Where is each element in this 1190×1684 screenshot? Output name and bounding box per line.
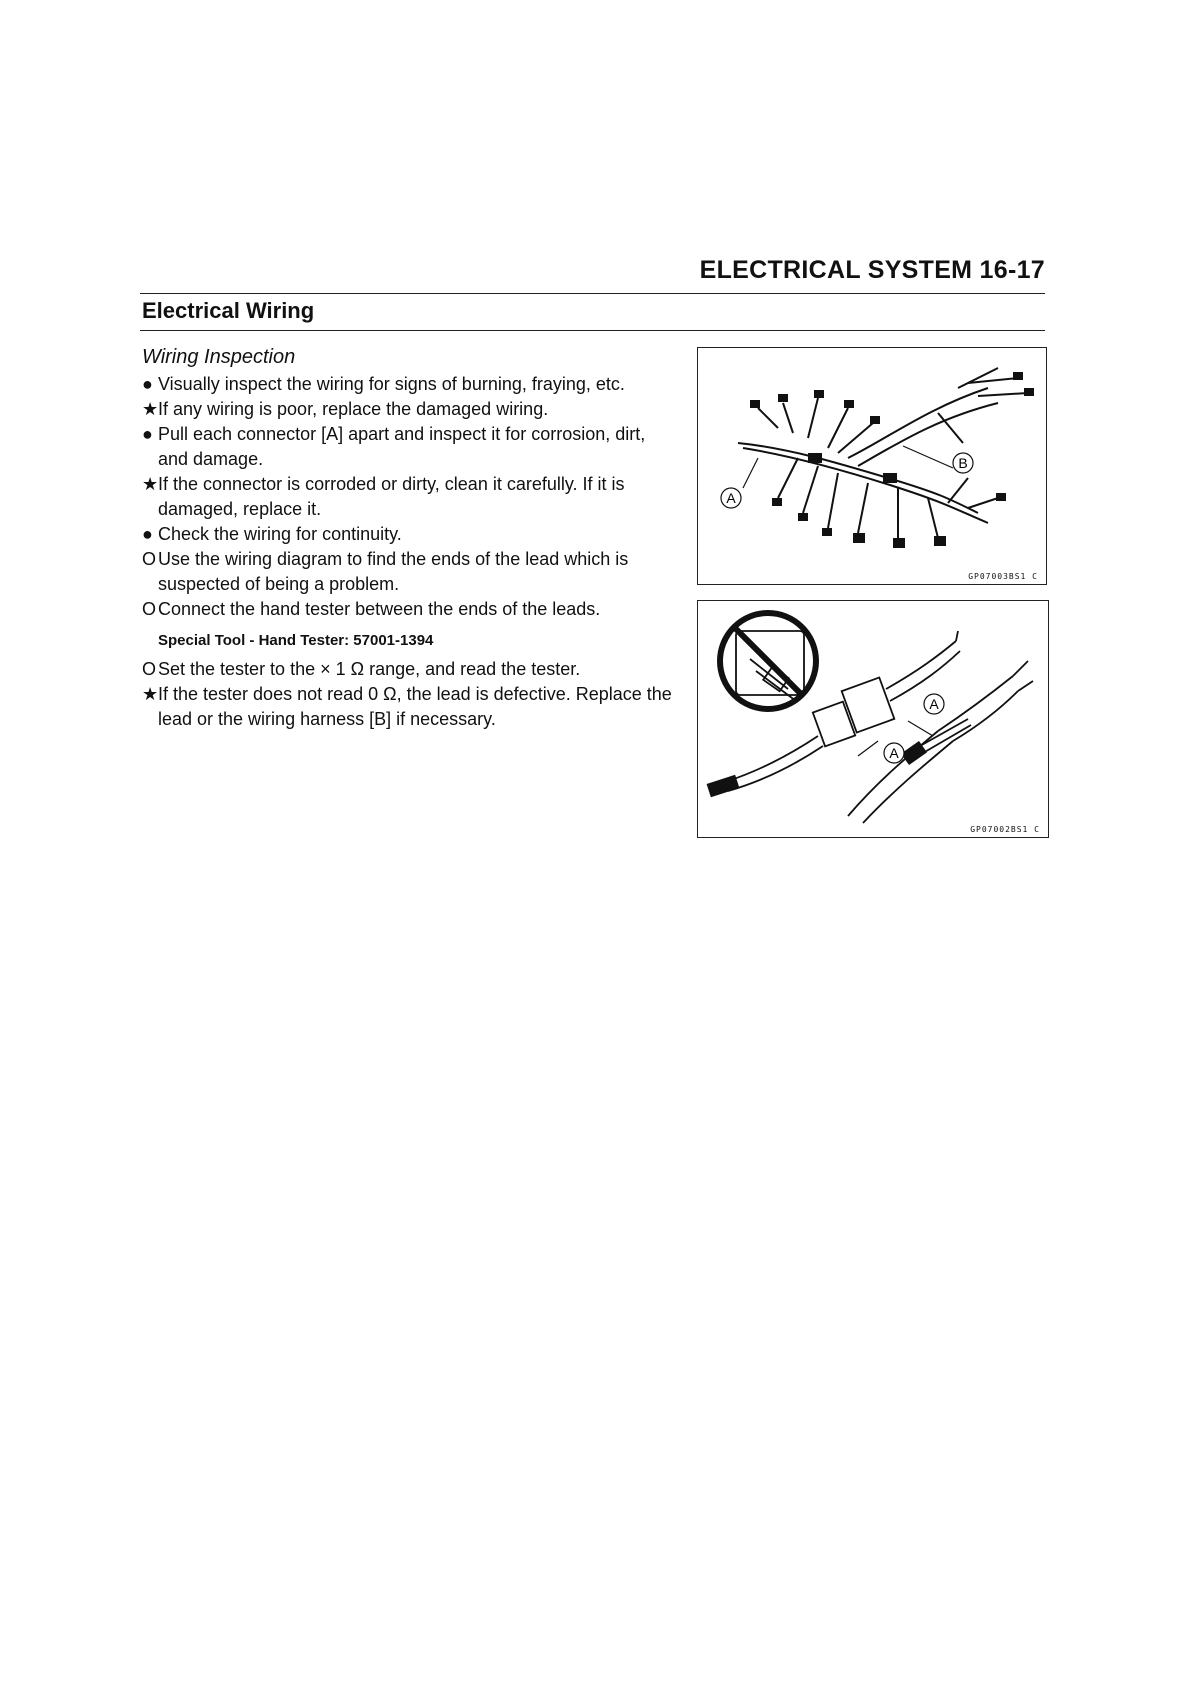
star-mark: ★ [142, 474, 159, 494]
circle-mark: O [142, 549, 157, 569]
callout-a: A [726, 490, 736, 506]
star-mark: ★ [142, 399, 159, 419]
connector-figure [697, 600, 1049, 838]
circle-mark: O [142, 659, 157, 679]
connector-illustration [698, 601, 1048, 837]
section-title: Electrical Wiring [142, 298, 315, 323]
list-item-text: Use the wiring diagram to find the ends of the lead which is suspected of being a problem. [158, 549, 629, 594]
list-item [142, 472, 672, 522]
wiring-harness-illustration [698, 348, 1046, 584]
list-item-text: Pull each connector [A] apart and inspect it for corrosion, dirt, and damage. [158, 424, 646, 469]
list-item [142, 397, 672, 422]
list-item-text: Connect the hand tester between the ends of the leads. [158, 599, 601, 619]
list-item [142, 547, 672, 597]
figure-code: GP07003BS1 C [968, 572, 1038, 581]
section-rule [140, 330, 1045, 331]
list-item [142, 682, 672, 732]
body-text [142, 345, 672, 732]
list-item-text: If any wiring is poor, replace the damaged wiring. [158, 399, 549, 419]
bullet-mark: ● [142, 374, 153, 394]
callout-a-upper: A [929, 696, 939, 712]
page-header-title: ELECTRICAL SYSTEM 16-17 [699, 256, 1045, 284]
callout-b: B [958, 455, 968, 471]
wiring-harness-figure [697, 347, 1047, 585]
star-mark: ★ [142, 684, 159, 704]
circle-mark: O [142, 599, 157, 619]
list-item [142, 522, 672, 547]
list-item-text: Check the wiring for continuity. [158, 524, 402, 544]
header-rule [140, 293, 1045, 294]
special-tool: Special Tool - Hand Tester: 57001-1394 [158, 632, 434, 649]
list-item [142, 657, 672, 682]
list-item-text: If the connector is corroded or dirty, clean it carefully. If it is damaged, replace it. [158, 474, 625, 519]
callout-a-lower: A [889, 745, 899, 761]
bullet-mark: ● [142, 524, 153, 544]
list-item-text: If the tester does not read 0 Ω, the lead is defective. Replace the lead or the wiring harness [B] if necessary. [158, 684, 672, 729]
list-item [142, 422, 672, 472]
bullet-mark: ● [142, 424, 153, 444]
list-item [142, 597, 672, 622]
subhead: Wiring Inspection [142, 346, 296, 368]
list-item [142, 372, 672, 397]
list-item-text: Set the tester to the × 1 Ω range, and read the tester. [158, 659, 581, 679]
list-item-text: Visually inspect the wiring for signs of burning, fraying, etc. [158, 374, 625, 394]
figure-code: GP07002BS1 C [970, 825, 1040, 834]
